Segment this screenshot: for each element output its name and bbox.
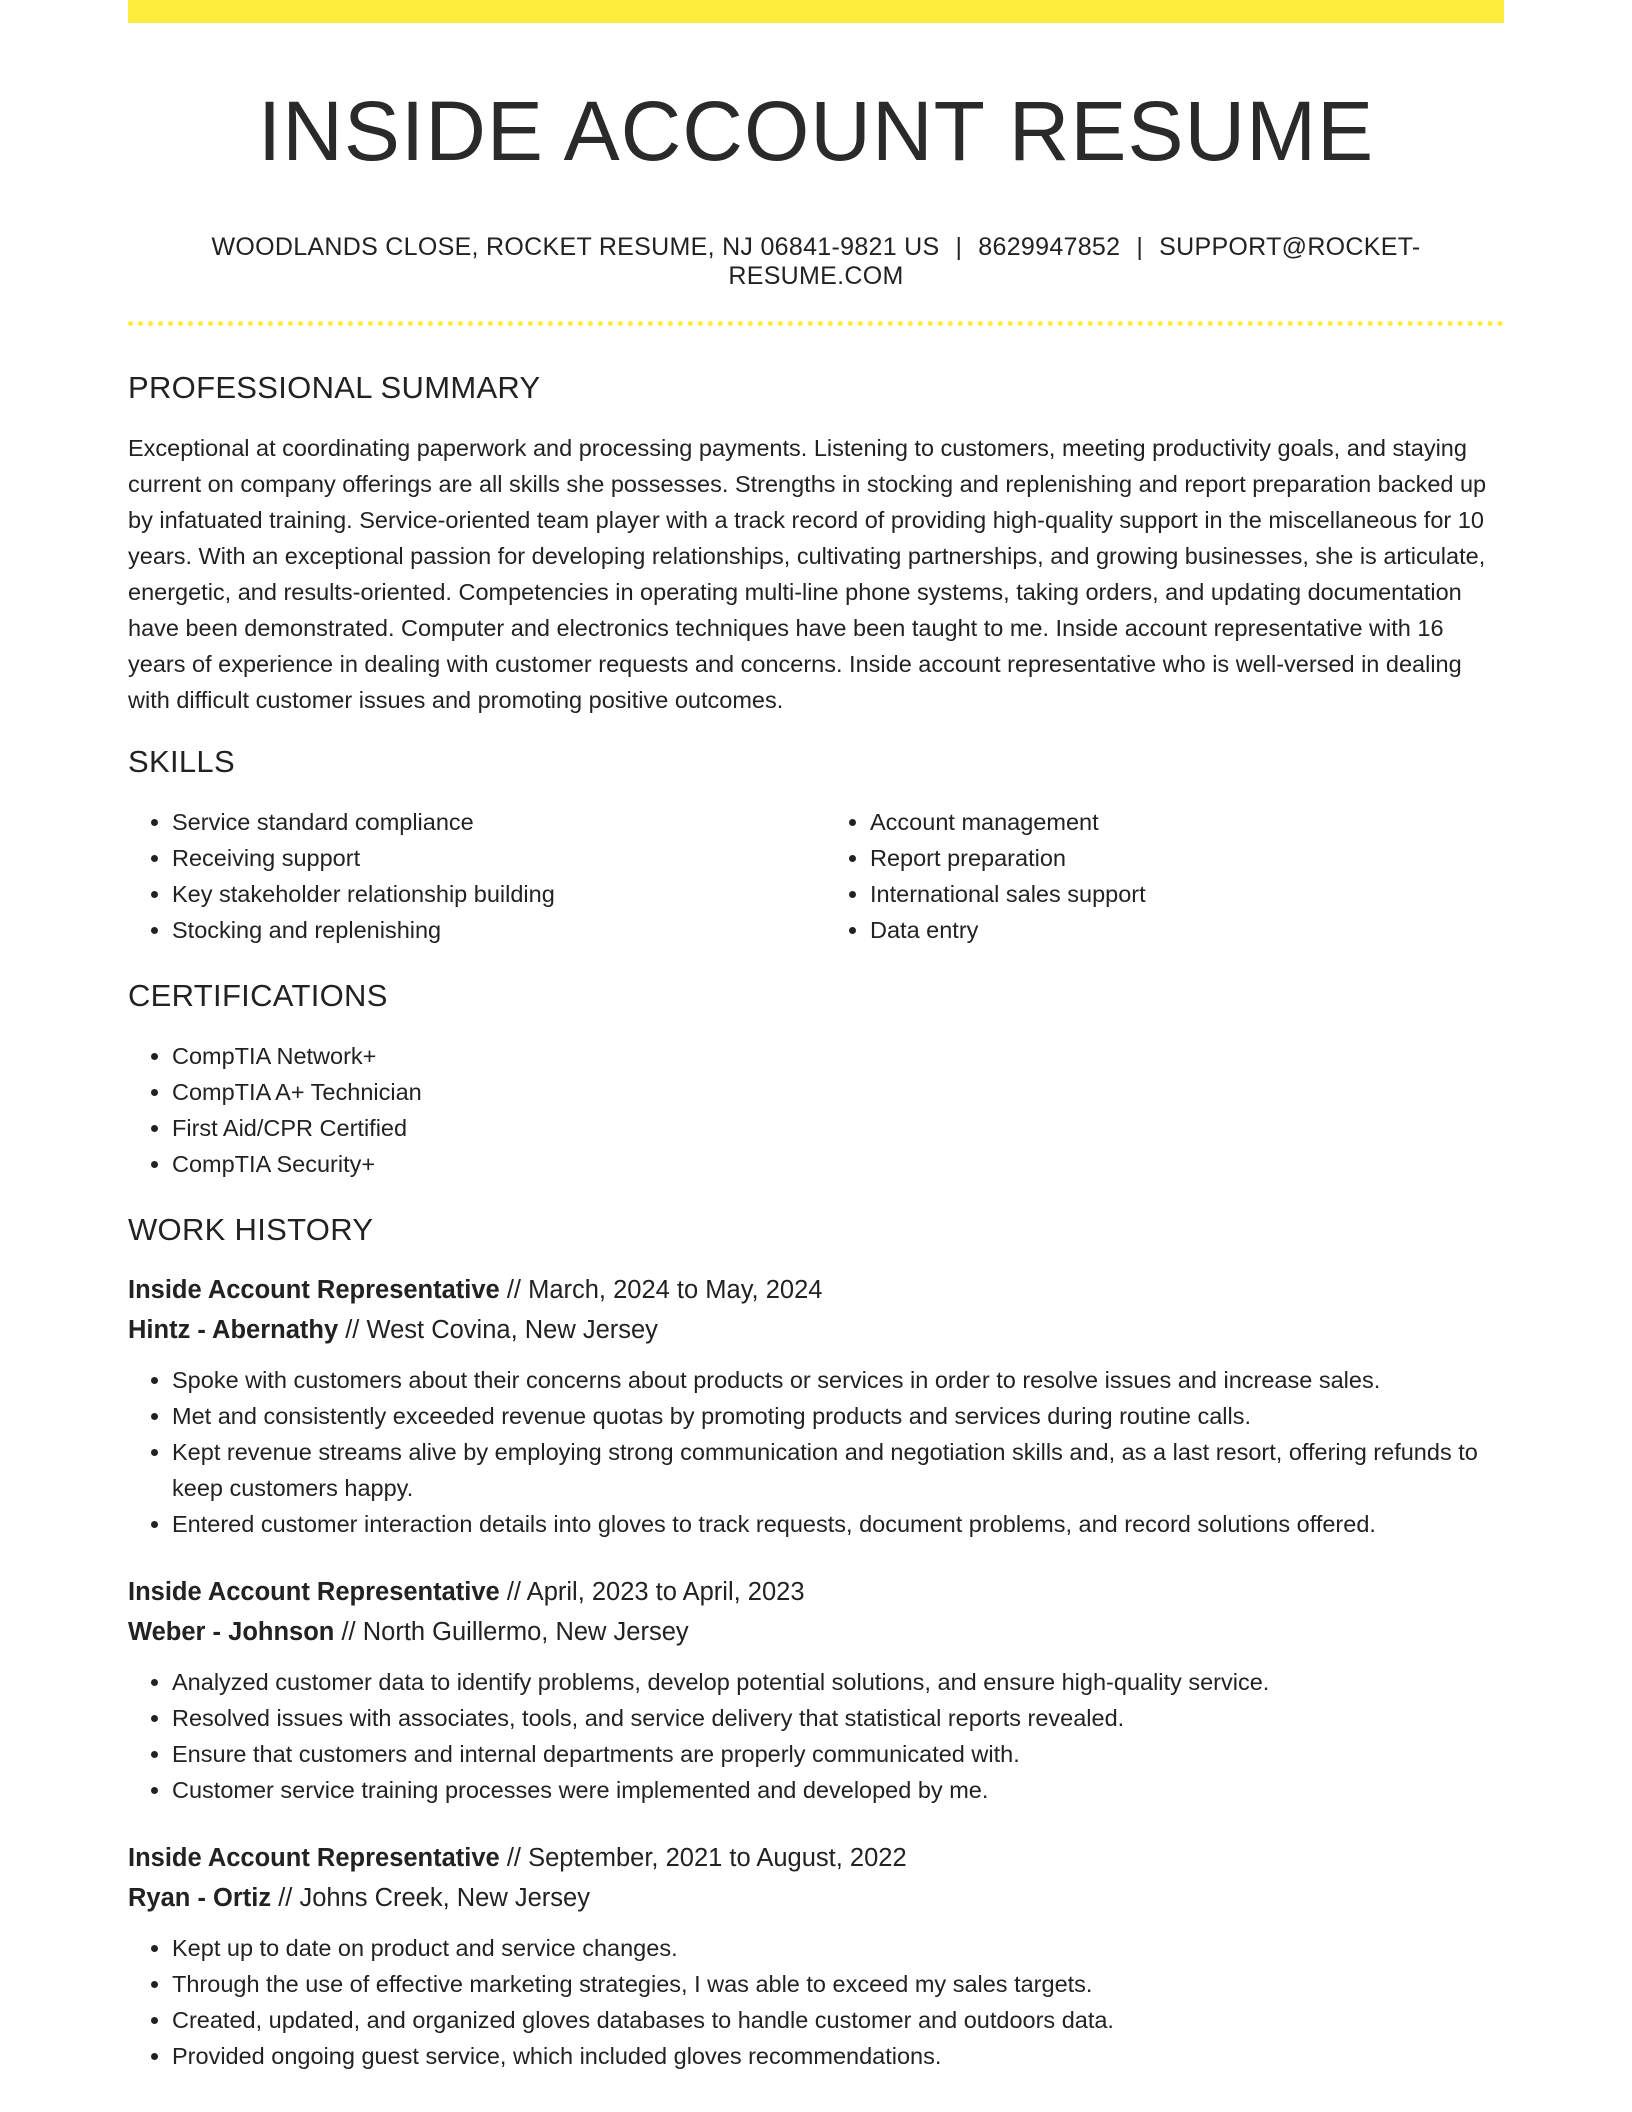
- resume-page: [128, 0, 1504, 2074]
- skills-grid: [128, 804, 1504, 948]
- job-bullet: • Analyzed customer data to identify problems, develop potential solutions, and ensure high-quality service.: [172, 1664, 1504, 1700]
- job-bullet: • Kept up to date on product and service changes.: [172, 1930, 1504, 1966]
- skill-item: • Service standard compliance: [172, 804, 806, 840]
- job-bullets: [128, 1362, 1504, 1542]
- job-company: Ryan - Ortiz: [128, 1884, 272, 1913]
- certification-item: • CompTIA Security+: [172, 1146, 1504, 1182]
- job-title-line: [128, 1572, 1504, 1612]
- job-role: Inside Account Representative: [128, 1276, 500, 1305]
- job-dates: // March, 2024 to May, 2024: [499, 1276, 823, 1305]
- job-bullet: • Customer service training processes were implemented and developed by me.: [172, 1772, 1504, 1808]
- job-dates: // September, 2021 to August, 2022: [499, 1844, 907, 1873]
- job-bullet: • Entered customer interaction details into gloves to track requests, document problems, and record solutions offered.: [172, 1506, 1504, 1542]
- work-history-heading: WORK HISTORY: [128, 1212, 374, 1248]
- job-title-line: [128, 1838, 1504, 1878]
- job-dates: // April, 2023 to April, 2023: [499, 1578, 805, 1607]
- job-bullet: • Met and consistently exceeded revenue quotas by promoting products and services during routine calls.: [172, 1398, 1504, 1434]
- skill-item: • International sales support: [870, 876, 1504, 912]
- skill-item: • Data entry: [870, 912, 1504, 948]
- job-bullet: • Through the use of effective marketing strategies, I was able to exceed my sales targets.: [172, 1966, 1504, 2002]
- job-company-line: [128, 1310, 1504, 1350]
- certifications-list: [128, 1038, 1504, 1182]
- certification-item: • First Aid/CPR Certified: [172, 1110, 1504, 1146]
- contact-line: [128, 233, 1504, 291]
- job-location: // Johns Creek, New Jersey: [271, 1884, 590, 1913]
- certification-item: • CompTIA A+ Technician: [172, 1074, 1504, 1110]
- skills-heading: SKILLS: [128, 744, 235, 780]
- skill-item: • Report preparation: [870, 840, 1504, 876]
- job-bullet: • Provided ongoing guest service, which included gloves recommendations.: [172, 2038, 1504, 2074]
- summary-heading: PROFESSIONAL SUMMARY: [128, 370, 541, 406]
- job-entry: [128, 1270, 1504, 1542]
- job-location: // North Guillermo, New Jersey: [334, 1618, 689, 1647]
- job-role: Inside Account Representative: [128, 1578, 500, 1607]
- summary-text: Exceptional at coordinating paperwork and processing payments. Listening to customers, meeting productivity goals, and staying current on company offerings are all skills she possesses. Strengths in stocking and replenishing and report preparation backed up by infatuated training. Service-oriented team player with a track record of providing high-quality support in the miscellaneous for 10 years. With an exceptional passion for developing relationships, cultivating partnerships, and growing businesses, she is articulate, energetic, and results-oriented. Competencies in operating multi-line phone systems, taking orders, and updating documentation have been demonstrated. Computer and electronics techniques have been taught to me. Inside account representative with 16 years of experience in dealing with customer requests and concerns. Inside account representative who is well-versed in dealing with difficult customer issues and promoting positive outcomes.: [128, 435, 1487, 714]
- job-bullet: • Ensure that customers and internal departments are properly communicated with.: [172, 1736, 1504, 1772]
- job-company-line: [128, 1612, 1504, 1652]
- contact-separator: |: [955, 233, 963, 262]
- resume-title: INSIDE ACCOUNT RESUME: [257, 84, 1375, 178]
- job-bullet: • Resolved issues with associates, tools, and service delivery that statistical reports revealed.: [172, 1700, 1504, 1736]
- contact-phone: 8629947852: [978, 233, 1121, 262]
- contact-separator: |: [1136, 233, 1144, 262]
- skills-left-list: [128, 804, 806, 948]
- job-title-line: [128, 1270, 1504, 1310]
- job-entry: [128, 1572, 1504, 1808]
- job-company-line: [128, 1878, 1504, 1918]
- header-divider: [128, 321, 1504, 326]
- job-company: Hintz - Abernathy: [128, 1316, 339, 1345]
- certification-item: • CompTIA Network+: [172, 1038, 1504, 1074]
- top-accent-bar: [128, 0, 1504, 23]
- skill-item: • Account management: [870, 804, 1504, 840]
- job-role: Inside Account Representative: [128, 1844, 500, 1873]
- skill-item: • Stocking and replenishing: [172, 912, 806, 948]
- skill-item: • Receiving support: [172, 840, 806, 876]
- job-company: Weber - Johnson: [128, 1618, 335, 1647]
- job-bullets: [128, 1930, 1504, 2074]
- job-entry: [128, 1838, 1504, 2074]
- job-location: // West Covina, New Jersey: [338, 1316, 658, 1345]
- job-bullet: • Created, updated, and organized gloves databases to handle customer and outdoors data.: [172, 2002, 1504, 2038]
- job-bullet: • Spoke with customers about their concerns about products or services in order to resolve issues and increase sales.: [172, 1362, 1504, 1398]
- contact-email: SUPPORT@ROCKET-RESUME.COM: [728, 233, 1421, 291]
- certifications-heading: CERTIFICATIONS: [128, 978, 388, 1014]
- skills-right-list: [826, 804, 1504, 948]
- contact-address: WOODLANDS CLOSE, ROCKET RESUME, NJ 06841-9821 US: [211, 233, 940, 262]
- job-bullets: [128, 1664, 1504, 1808]
- skill-item: • Key stakeholder relationship building: [172, 876, 806, 912]
- job-bullet: • Kept revenue streams alive by employing strong communication and negotiation skills and, as a last resort, offering refunds to keep customers happy.: [172, 1434, 1504, 1506]
